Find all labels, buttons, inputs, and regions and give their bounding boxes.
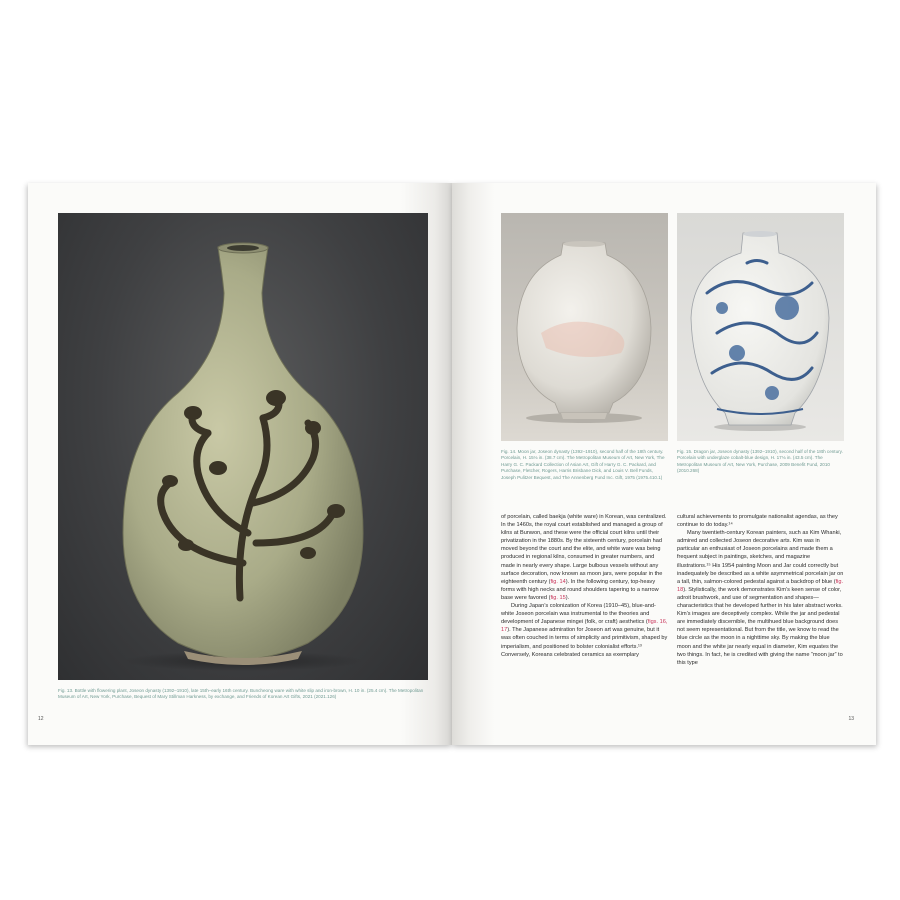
moon-jar-illustration: [501, 213, 668, 441]
paragraph: [501, 602, 668, 659]
text-run: of porcelain, called baekja (white ware) in Korean, was centralized. In the 1460s, the royal court established and managed a group of kilns at Bunwon, and these were the official court kilns until their privatization in the 1880s. By the sixteenth century, porcelain had moved beyond the court and the elite, and white ware was being produced in regional kilns, consumed in greater numbers, and made in nearly every shape. Large bulbous vessels without any surface decoration, now known as moon jars, were popular in the eighteenth century (: [501, 514, 667, 585]
bottle-photo: [58, 213, 428, 680]
text-run: ).: [565, 594, 570, 601]
moon-jar-photo: [501, 213, 668, 441]
paragraph: [501, 513, 668, 602]
paragraph: [677, 529, 844, 667]
text-run: ). The Japanese admiration for Joseon art was genuine, but it was often couched in terms of simplicity and primitivism, shaped by imperialism, and positioned to bolster colonialist efforts.¹³ Conversely, Koreans celebrated ceramics as exemplary: [501, 627, 668, 658]
bottle-illustration: [58, 213, 428, 680]
figure-14-caption: Fig. 14. Moon jar, Joseon dynasty (1392–1910), second half of the 18th century. Porcelain, H. 15⅛ in. (38.7 cm). The Metropolitan Museum of Art, New York, The Harry G. C. Packard Collection of Asian Art, Gift of Harry G. C. Packard, and Purchase, Fletcher, Rogers, Harris Brisbane Dick, and Louis V. Bell Funds, Joseph Pulitzer Bequest, and The Annenberg Fund Inc. Gift, 1975 (1975.410.1): [501, 449, 665, 480]
dragon-jar-illustration: [677, 213, 844, 441]
page-number-right: 13: [848, 716, 854, 722]
right-page: [452, 183, 876, 745]
figure-reference[interactable]: fig. 18: [677, 578, 844, 593]
figure-13-caption: Fig. 13. Bottle with flowering plant, Joseon dynasty (1392–1910), late 15th–early 16th century. Buncheong ware with white slip and iron-brown, H. 10 in. (25.4 cm). The Metropolitan Museum of Art, New York, Purchase, Bequest of Mary Stillman Harkness, by exchange, and Friends of Korean Art Gifts, 2021 (2021.126): [58, 688, 424, 700]
body-column-2: [677, 513, 844, 667]
figure-15-caption: Fig. 15. Dragon jar, Joseon dynasty (1392–1910), second half of the 18th century. Porcelain with underglaze cobalt-blue design, H. 17⅛ in. (43.5 cm). The Metropolitan Museum of Art, New York, Purchase, 2009 Benefit Fund, 2010 (2010.268): [677, 449, 843, 474]
dragon-jar-photo: [677, 213, 844, 441]
figure-reference[interactable]: fig. 15: [550, 594, 566, 601]
left-page: [28, 183, 452, 745]
text-run: cultural achievements to promulgate nationalist agendas, as they continue to do today.¹⁴: [677, 514, 838, 529]
figure-reference[interactable]: fig. 14: [550, 578, 566, 585]
figure-reference[interactable]: figs. 16, 17: [501, 619, 668, 634]
text-run: ). In the following century, top-heavy forms with high necks and round shoulders tapering to a narrow base were favored (: [501, 578, 659, 601]
page-number-left: 12: [38, 716, 44, 722]
body-column-1: [501, 513, 668, 659]
text-run: Many twentieth-century Korean painters, such as Kim Whanki, admired and collected Joseon decorative arts. Kim was in particular an enthusiast of Joseon porcelains and made them a frequent subject in paintings, sketches, and magazine illustrations.¹⁵ His 1954 painting Moon and Jar could correctly but inadequately be described as a white asymmetrical porcelain jar on a tall, thin, salmon-colored pedestal against a backdrop of blue (: [677, 530, 844, 585]
paragraph: [677, 513, 844, 529]
text-run: ). Stylistically, the work demonstrates Kim’s keen sense of color, adroit brushwork, and use of segmentation and shapes—characteristics that he developed further in his later abstract works. Kim’s images are deceptively complex. While the jar and pedestal are immediately discernible, the multihued blue background does not seem representational. But from the title, we know to read the blue circle as the moon in a nighttime sky. By making the blue moon and the white jar nearly equal in diameter, Kim equates the two things. In fact, he is credited with giving the name “moon jar” to this type: [677, 586, 843, 666]
text-run: During Japan’s colonization of Korea (1910–45), blue-and-white Joseon porcelain was instrumental to the theories and development of Japanese mingei (folk, or craft) aesthetics (: [501, 603, 656, 626]
